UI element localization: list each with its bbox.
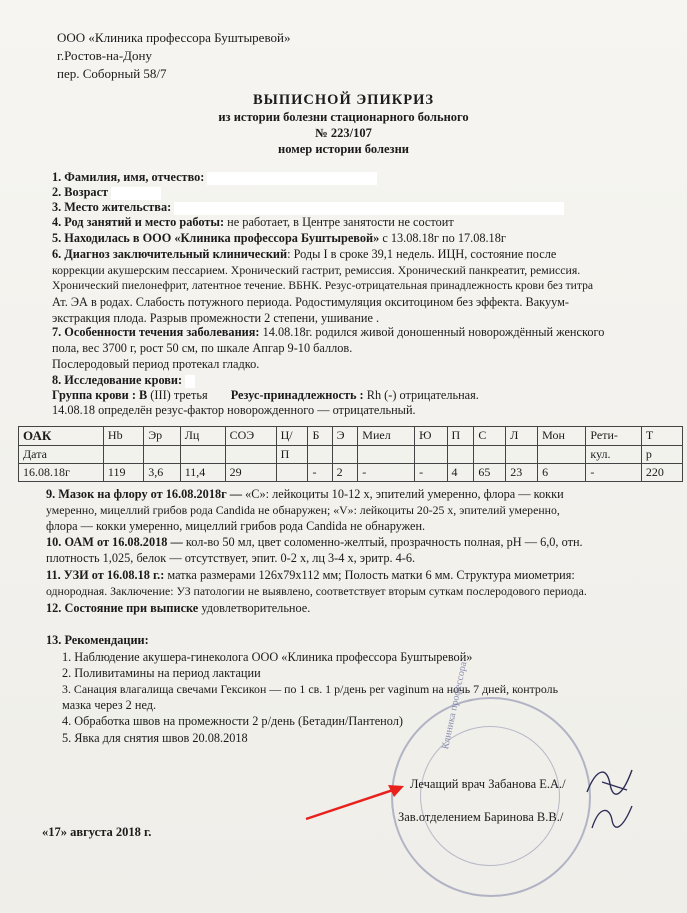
oak-header-cell — [506, 446, 538, 464]
item-2 — [52, 185, 161, 200]
red-arrow-icon — [300, 775, 410, 825]
org-name: ООО «Клиника профессора Буштыревой» — [57, 30, 291, 45]
oak-cell: - — [415, 464, 447, 482]
p13-label: 13. Рекомендации: — [46, 633, 149, 647]
oak-header-cell: Лц — [180, 427, 225, 446]
oak-header-cell: Мон — [538, 427, 586, 446]
oak-cell: 2 — [332, 464, 358, 482]
item-4-value: не работает, в Центре занятости не состоит — [224, 215, 454, 229]
oak-cell: 29 — [225, 464, 276, 482]
p11-label: 11. УЗИ от 16.08.18 г.: — [46, 568, 165, 582]
oak-header-cell — [332, 446, 358, 464]
redacted-address — [174, 202, 564, 215]
oak-header-cell: кул. — [586, 446, 641, 464]
document-number: № 223/107 — [315, 126, 372, 140]
oak-header-cell — [308, 446, 332, 464]
rec-item: 2. Поливитамины на период лактации — [62, 666, 261, 680]
item-6-label: 6. Диагноз заключительный клинический — [52, 247, 288, 261]
p9-line2: умеренно, мицеллий грибов рода Candida не обнаружен; «V»: лейкоциты 20-25 х, эпителий умеренно, — [46, 503, 560, 517]
rh-value: Rh (-) отрицательная. — [363, 388, 479, 402]
p10-label: 10. ОАМ от 16.08.2018 — — [46, 535, 183, 549]
oak-header-cell: Hb — [103, 427, 143, 446]
oak-data-row — [19, 464, 683, 482]
oak-header-cell: Л — [506, 427, 538, 446]
p9-line3: флора — кокки умеренно, мицеллий грибов рода Candida не обнаружен. — [46, 519, 426, 533]
oak-cell: 23 — [506, 464, 538, 482]
item-6-line3: Хронический пиелонефрит, латентное течение. ВБНК. Резус-отрицательная принадлежность крови без титра — [52, 279, 594, 292]
org-city: г.Ростов-на-Дону — [57, 48, 152, 63]
oak-header-cell — [415, 446, 447, 464]
oak-header-cell: Рети- — [586, 427, 641, 446]
item-7-line1: 14.08.18г. родился живой доношенный новорождённый женского — [259, 325, 605, 339]
oak-cell: 119 — [103, 464, 143, 482]
oak-cell: 11,4 — [180, 464, 225, 482]
redacted-blood — [185, 375, 195, 388]
p9-label: 9. Мазок на флору от 16.08.2018г — — [46, 487, 243, 501]
document-subtitle: из истории болезни стационарного больного — [218, 110, 469, 124]
oak-header-cell: Дата — [19, 446, 104, 464]
item-4-label: 4. Род занятий и место работы: — [52, 215, 225, 229]
oak-header-cell: Ц/ — [276, 427, 308, 446]
oak-cell: 220 — [641, 464, 682, 482]
p9-line1: «С»: лейкоциты 10-12 х, эпителий умеренно, флора — кокки — [242, 487, 564, 501]
item-2-label: 2. Возраст — [52, 185, 109, 199]
oak-header-cell — [180, 446, 225, 464]
oak-cell: 6 — [538, 464, 586, 482]
item-7-label: 7. Особенности течения заболевания: — [52, 325, 260, 339]
oak-header-cell: П — [276, 446, 308, 464]
p10-line2: плотность 1,025, белок — отсутствует, эпит. 0-2 х, лц 3-4 х, эритр. 4-6. — [46, 551, 416, 565]
doctor-signature-line: Лечащий врач Забанова Е.А./ — [410, 777, 566, 791]
item-8 — [52, 373, 195, 388]
oak-header-cell — [474, 446, 506, 464]
blood-group-value: (III) третья — [147, 388, 208, 402]
oak-header-cell: С — [474, 427, 506, 446]
item-3 — [52, 200, 564, 215]
redacted-name — [207, 172, 377, 185]
oak-header-cell: р — [641, 446, 682, 464]
item-6-line5: экстракция плода. Разрыв промежности 2 степени, ушивание . — [52, 311, 380, 325]
oak-cell: - — [358, 464, 415, 482]
p10-line1: кол-во 50 мл, цвет соломенно-желтый, прозрачность полная, pH — 6,0, отн. — [182, 535, 583, 549]
item-7-line3: Послеродовый период протекал гладко. — [52, 357, 260, 371]
oak-cell — [276, 464, 308, 482]
oak-table — [18, 426, 683, 482]
item-5 — [52, 231, 506, 246]
oak-header-cell — [447, 446, 474, 464]
oak-header-cell: Т — [641, 427, 682, 446]
oak-cell: - — [308, 464, 332, 482]
oak-cell: 16.08.18г — [19, 464, 104, 482]
oak-cell: - — [586, 464, 641, 482]
oak-header-cell — [144, 446, 180, 464]
item-6-line2: коррекции акушерским пессарием. Хронический гастрит, ремиссия. Хронический панкреатит, ремиссия. — [52, 263, 581, 277]
oak-header-cell: Э — [332, 427, 358, 446]
rec-item: мазка через 2 нед. — [62, 698, 157, 712]
item-4 — [52, 215, 454, 230]
item-7 — [52, 325, 604, 340]
blood-group-label: Группа крови : В — [52, 388, 148, 402]
oak-header-cell — [358, 446, 415, 464]
p10 — [46, 535, 583, 550]
oak-header-cell — [538, 446, 586, 464]
blood-group-line — [52, 388, 479, 403]
newborn-rh: 14.08.18 определён резус-фактор новорожденного — отрицательный. — [52, 403, 416, 417]
redacted-age — [111, 187, 161, 200]
item-5-value: с 13.08.18г по 17.08.18г — [379, 231, 506, 245]
document-date: «17» августа 2018 г. — [42, 825, 152, 839]
p12-value: удовлетворительное. — [198, 601, 311, 615]
rec-item: 5. Явка для снятия швов 20.08.2018 — [62, 731, 248, 745]
history-label: номер истории болезни — [278, 142, 409, 156]
item-8-label: 8. Исследование крови: — [52, 373, 183, 387]
item-1-label: 1. Фамилия, имя, отчество: — [52, 170, 205, 184]
item-7-line2: пола, вес 3700 г, рост 50 см, по шкале Апгар 9-10 баллов. — [52, 341, 353, 355]
oak-header-row — [19, 427, 683, 446]
oak-header-cell — [103, 446, 143, 464]
p9 — [46, 487, 564, 502]
oak-header-row-2 — [19, 446, 683, 464]
oak-header-cell: Б — [308, 427, 332, 446]
p11 — [46, 568, 575, 583]
rh-label: Резус-принадлежность : — [230, 388, 364, 402]
oak-header-cell: П — [447, 427, 474, 446]
oak-header-cell — [225, 446, 276, 464]
oak-header-cell: Миел — [358, 427, 415, 446]
item-1 — [52, 170, 377, 185]
oak-header-cell: ОАК — [19, 427, 104, 446]
p13 — [46, 633, 149, 648]
p12 — [46, 601, 310, 616]
item-6 — [52, 247, 556, 262]
oak-header-cell: Ю — [415, 427, 447, 446]
p11-line2: однородная. Заключение: УЗ патологии не выявлено, соответствует вторым суткам послеродового периода. — [46, 584, 587, 598]
p12-label: 12. Состояние при выписке — [46, 601, 199, 615]
oak-header-cell: СОЭ — [225, 427, 276, 446]
item-6-line1: : Роды I в сроке 39,1 недель. ИЦН, состояние после — [287, 247, 557, 261]
p11-line1: матка размерами 126х79х112 мм; Полость матки 6 мм. Структура миометрия: — [164, 568, 575, 582]
oak-header-cell: Эр — [144, 427, 180, 446]
signature-scribble-icon — [582, 762, 642, 802]
rec-item: 4. Обработка швов на промежности 2 р/день (Бетадин/Пантенол) — [62, 714, 403, 728]
item-3-label: 3. Место жительства: — [52, 200, 172, 214]
oak-cell: 3,6 — [144, 464, 180, 482]
document-title: ВЫПИСНОЙ ЭПИКРИЗ — [252, 92, 435, 108]
signature-scribble-icon — [588, 800, 638, 835]
rec-item: 3. Санация влагалища свечами Гексикон — по 1 св. 1 р/день per vaginum на ночь 7 дней, контроль — [62, 682, 558, 696]
head-signature-line: Зав.отделением Баринова В.В./ — [398, 810, 564, 824]
org-address: пер. Соборный 58/7 — [57, 66, 167, 81]
oak-cell: 65 — [474, 464, 506, 482]
item-6-line4: Ат. ЭА в родах. Слабость потужного периода. Родостимуляция окситоцином без эффекта. Вакуум- — [52, 295, 569, 309]
oak-cell: 4 — [447, 464, 474, 482]
rec-item: 1. Наблюдение акушера-гинеколога ООО «Клиника профессора Буштыревой» — [62, 650, 473, 664]
stamp-text: Клиника профессора — [440, 660, 470, 751]
item-5-label: 5. Находилась в ООО «Клиника профессора Буштыревой» — [52, 231, 380, 245]
